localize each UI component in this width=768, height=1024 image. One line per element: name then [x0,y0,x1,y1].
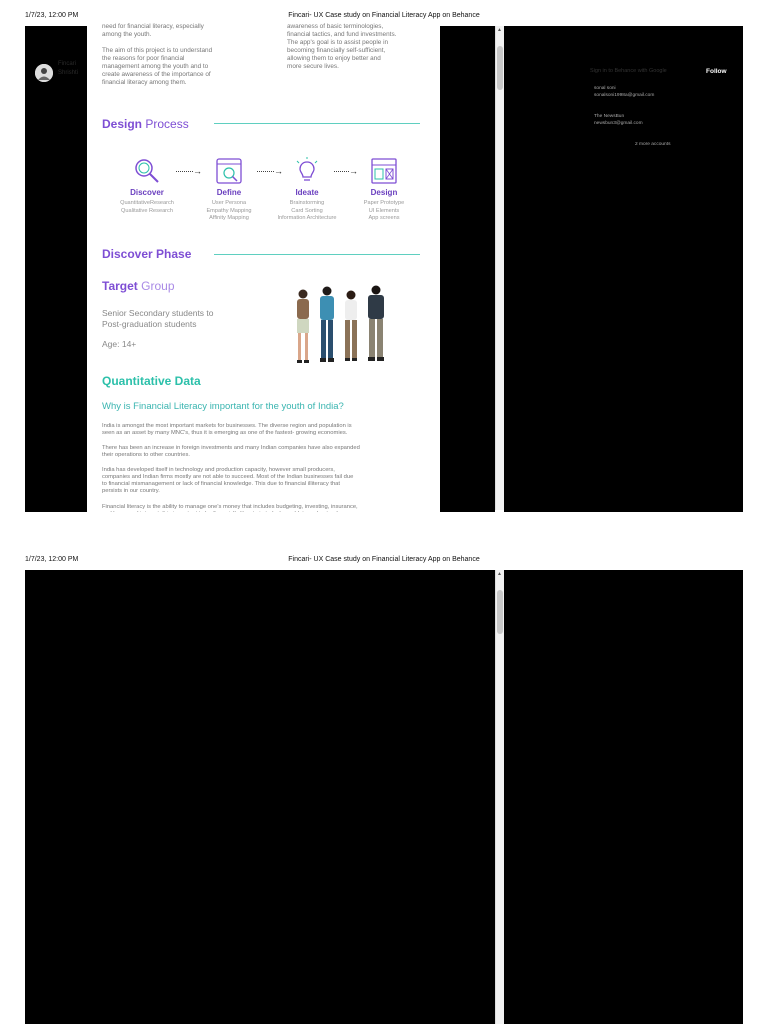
heading-part: Target [102,279,138,293]
right-gutter [440,26,495,518]
paragraph [102,467,420,495]
heading-part: Process [145,117,189,131]
print-datetime: 1/7/23, 12:00 PM [25,12,79,19]
step-name: Discover [130,188,164,197]
paragraph-line: companies and Indian firms mostly are not able to succeed. Most of the Indian businesses fail due [102,474,354,480]
paragraph [102,423,420,437]
page-2-backdrop [25,570,495,1024]
paragraph-line: There has been an increase in foreign investments and many Indian companies have also expanded [102,445,360,451]
intro-left [102,23,252,87]
step-sub: Information Architecture [277,215,337,221]
step-name: Design [370,188,398,197]
paragraph-line: seen as an asset by many MNC's, thus it is emerging as one of the fastest- growing economies. [102,430,348,436]
intro-line: among the youth. [102,31,152,38]
step-name: Ideate [295,188,319,197]
intro-line: the reasons for poor financial [102,55,185,62]
print-datetime: 1/7/23, 12:00 PM [25,556,79,563]
intro-gap [102,39,252,47]
intro-line: The aim of this project is to understand [102,47,213,54]
left-backdrop [25,26,87,518]
divider [214,254,420,255]
scroll-up-icon[interactable]: ▲ [497,27,502,33]
heading-part: Design [102,117,143,131]
magnifier-icon [132,156,162,186]
layout-icon [369,156,399,186]
scrollbar[interactable] [495,570,504,1024]
print-page-2 [0,512,768,1024]
account-name: sonal soni [594,86,616,91]
paragraph-line: to financial mismanagement or lack of financial knowledge. This due to financial illiteracy that [102,481,341,487]
paragraph-line: Financial literacy is the ability to manage one's money that includes budgeting, investing, insurance, [102,504,358,510]
page-2-right-backdrop [504,570,743,1024]
step-sub: QuantitativeResearch [120,200,174,206]
intro-line: becoming financially self-sufficient, [287,47,386,54]
step-name: Define [216,188,242,197]
process-step-discover [107,156,187,215]
quantitative-question: Why is Financial Literacy important for the youth of India? [102,401,344,412]
step-sub: Paper Prototype [363,200,405,206]
target-group-age: Age: 14+ [102,339,137,349]
screen-search-icon [214,156,244,186]
arrow-right-icon: ·········→ [256,166,282,176]
account-name: The NewsBun [594,114,625,119]
step-sub: Qualitative Research [121,207,173,214]
intro-line: management among the youth and to [102,63,209,70]
arrow-right-icon: ·········→ [175,166,201,176]
owner-sub: Shrishti [58,70,79,76]
account-item[interactable] [594,114,643,127]
step-sub: App screens [368,215,400,221]
scrollbar-thumb[interactable] [497,590,503,634]
discover-phase-heading: Discover Phase [102,247,192,261]
intro-line: financial literacy among them. [102,79,187,86]
tg-line: Senior Secondary students to [102,308,214,318]
arrow-right-icon: ········→ [333,166,357,176]
print-header [0,542,768,568]
account-email: sonalsoni1998a@gmail.com [594,92,655,98]
print-title: Fincari- UX Case study on Financial Literacy App on Behance [288,556,480,563]
step-sub: User Persona [211,200,247,206]
paragraph-line: their operations to other countries. [102,452,190,458]
step-sub: Affinity Mapping [209,215,249,221]
account-chooser-backdrop [504,26,743,518]
print-title: Fincari- UX Case study on Financial Literacy App on Behance [288,12,480,19]
intro-line: financial tactics, and fund investments. [287,31,397,38]
follow-button[interactable]: Follow [706,68,727,75]
lightbulb-icon [292,156,322,186]
account-item[interactable] [594,86,654,99]
intro-line: allowing them to enjoy better and [287,55,381,62]
tg-line: Post-graduation students [102,319,197,329]
design-process-heading [102,117,189,131]
quantitative-data-heading: Quantitative Data [102,374,201,388]
intro-line: need for financial literacy, especially [102,23,204,30]
avatar[interactable] [35,64,53,82]
intro-line: create awareness of the importance of [102,71,211,78]
process-step-design [344,156,424,223]
target-group-heading [102,279,175,293]
intro-line: awareness of basic terminologies, [287,23,384,30]
step-sub: UI Elements [368,207,400,214]
account-email: newsbun3@gmail.com [594,120,643,126]
students-illustration [287,284,397,366]
paragraph-line: persists in our country. [102,488,160,494]
scroll-up-icon[interactable]: ▲ [497,571,502,577]
target-group-description [102,308,214,330]
intro-line: more secure lives. [287,63,339,70]
owner-info[interactable] [58,60,78,78]
intro-right [287,23,437,71]
divider [214,123,420,124]
step-sub: Card Sorting [291,207,323,214]
step-sub: Empathy Mapping [206,207,252,214]
step-sub: Brainstorming [289,200,325,206]
scrollbar-thumb[interactable] [497,46,503,90]
paragraph-line: India has developed itself in technology and production capacity, however small producers, [102,467,335,473]
project-content [87,23,440,518]
intro-line: The app's goal is to assist people in [287,39,389,46]
paragraph [102,445,420,459]
paragraph-line: India is amongst the most important markets for businesses. The diverse region and population is [102,423,352,429]
scrollbar[interactable] [495,26,504,510]
google-signin-text: Sign in to Behance with Google [590,68,667,74]
heading-part: Group [141,279,175,293]
owner-name: Fincari [58,61,77,67]
more-accounts-link[interactable]: 2 more accounts [635,142,671,147]
